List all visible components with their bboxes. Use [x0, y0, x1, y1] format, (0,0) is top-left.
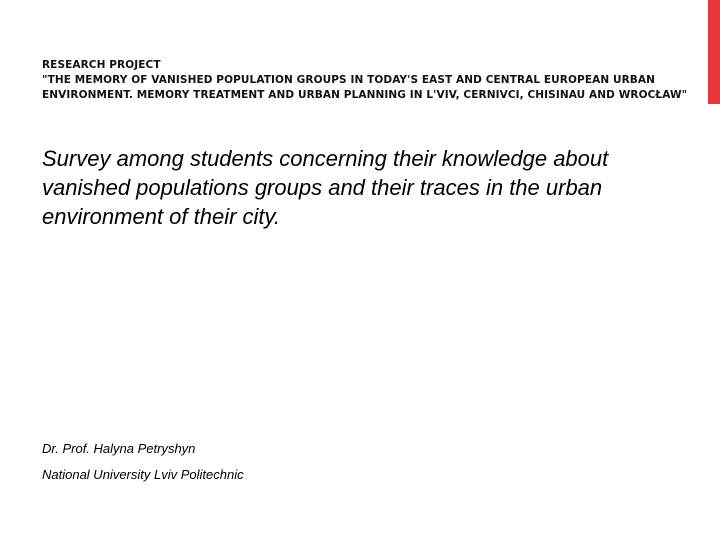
accent-bar — [708, 0, 720, 104]
project-title: "THE MEMORY OF VANISHED POPULATION GROUPS IN TODAY'S EAST AND CENTRAL EUROPEAN URBAN ENVIRONMENT. MEMORY TREATMENT AND URBAN PLANNING IN L'VIV, CERNIVCI, CHISINAU AND WROCŁAW" — [42, 74, 688, 101]
slide-title: Survey among students concerning their knowledge about vanished populations groups and their traces in the urban environment of their city. — [42, 146, 609, 229]
project-label: RESEARCH PROJECT — [42, 59, 161, 71]
author-block — [42, 440, 442, 483]
institution-name: National University Lviv Politechnic — [42, 467, 244, 482]
project-header — [42, 58, 692, 103]
author-name: Dr. Prof. Halyna Petryshyn — [42, 441, 196, 456]
